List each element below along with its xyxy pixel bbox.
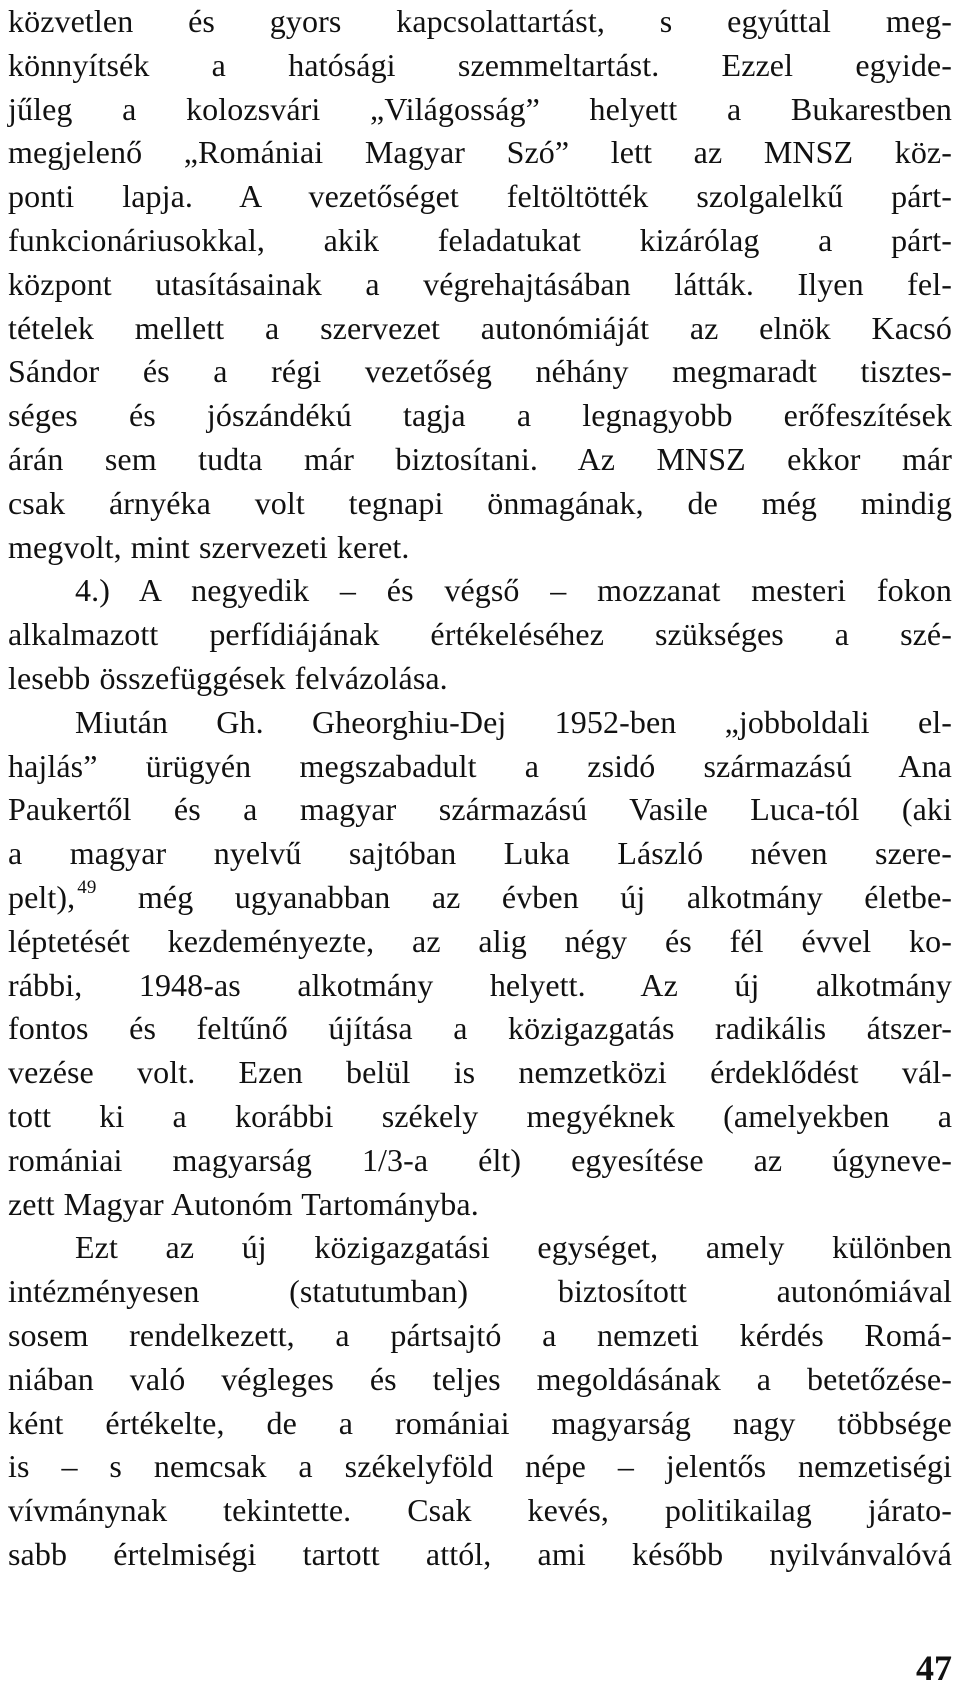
text-line: megjelenő „Romániai Magyar Szó” lett az MNSZ köz- <box>8 134 952 171</box>
text-line: ponti lapja. A vezetőséget feltöltötték szolgalelkű párt- <box>8 178 952 215</box>
text-line: megvolt, mint szervezeti keret. <box>8 528 410 565</box>
text-line: tott ki a korábbi székely megyéknek (amelyekben a <box>8 1097 952 1134</box>
document-page <box>8 0 952 1577</box>
text-line: Paukertől és a magyar származású Vasile Luca-tól (aki <box>8 791 952 828</box>
text-line: intézményesen (statutumban) biztosított autonómiával <box>8 1273 952 1310</box>
text-line: jűleg a kolozsvári „Világosság” helyett a Bukarestben <box>8 90 952 127</box>
text-line: séges és jószándékú tagja a legnagyobb erőfeszítések <box>8 397 952 434</box>
text-line: tételek mellett a szervezet autonómiáját az elnök Kacsó <box>8 309 952 346</box>
text-line: rábbi, 1948-as alkotmány helyett. Az új alkotmány <box>8 966 952 1003</box>
text-line: központ utasításainak a végrehajtásában látták. Ilyen fel- <box>8 265 952 302</box>
text-segment: pelt), <box>8 878 76 915</box>
text-line: ként értékelte, de a romániai magyarság nagy többsége <box>8 1404 952 1441</box>
text-line: hajlás” ürügyén megszabadult a zsidó származású Ana <box>8 747 952 784</box>
text-line: funkcionáriusokkal, akik feladatukat kizárólag a párt- <box>8 221 952 258</box>
text-line: is – s nemcsak a székelyföld népe – jelentős nemzetiségi <box>8 1448 952 1485</box>
text-line: Sándor és a régi vezetőség néhány megmaradt tisztes- <box>8 353 952 390</box>
text-line: niában való végleges és teljes megoldásának a betetőzése- <box>8 1360 952 1397</box>
text-line: romániai magyarság 1/3-a élt) egyesítése az úgyneve- <box>8 1141 952 1178</box>
footnote-marker[interactable]: 49 <box>77 876 97 898</box>
page-number: 47 <box>916 1648 952 1688</box>
text-line: fontos és feltűnő újítása a közigazgatás radikális átszer- <box>8 1010 952 1047</box>
text-line: közvetlen és gyors kapcsolattartást, s egyúttal meg- <box>8 3 952 39</box>
text-line: vezése volt. Ezen belül is nemzetközi érdeklődést vál- <box>8 1054 952 1091</box>
text-line: Miután Gh. Gheorghiu-Dej 1952-ben „jobboldali el- <box>75 703 952 740</box>
text-segment: még ugyanabban az évben új alkotmány életbe- <box>96 878 952 915</box>
text-line: a magyar nyelvű sajtóban Luka László néven szere- <box>8 835 952 872</box>
text-line: sabb értelmiségi tartott attól, ami később nyilvánvalóvá <box>8 1535 952 1572</box>
body-text <box>8 0 952 1577</box>
text-line: sosem rendelkezett, a pártsajtó a nemzeti kérdés Romá- <box>8 1316 952 1353</box>
text-line: alkalmazott perfídiájának értékeléséhez szükséges a szé- <box>8 616 952 653</box>
text-line: léptetését kezdeményezte, az alig négy és fél évvel ko- <box>8 922 952 959</box>
text-line: zett Magyar Autonóm Tartományba. <box>8 1185 479 1222</box>
text-line: csak árnyéka volt tegnapi önmagának, de még mindig <box>8 484 952 521</box>
text-line <box>8 876 952 920</box>
text-line: vívmánynak tekintette. Csak kevés, politikailag járato- <box>8 1492 952 1529</box>
text-line: könnyítsék a hatósági szemmeltartást. Ezzel egyide- <box>8 46 952 83</box>
text-line: Ezt az új közigazgatási egységet, amely különben <box>75 1229 952 1266</box>
text-line: 4.) A negyedik – és végső – mozzanat mesteri fokon <box>75 572 952 609</box>
text-line: árán sem tudta már biztosítani. Az MNSZ ekkor már <box>8 440 952 477</box>
text-line: lesebb összefüggések felvázolása. <box>8 659 448 696</box>
